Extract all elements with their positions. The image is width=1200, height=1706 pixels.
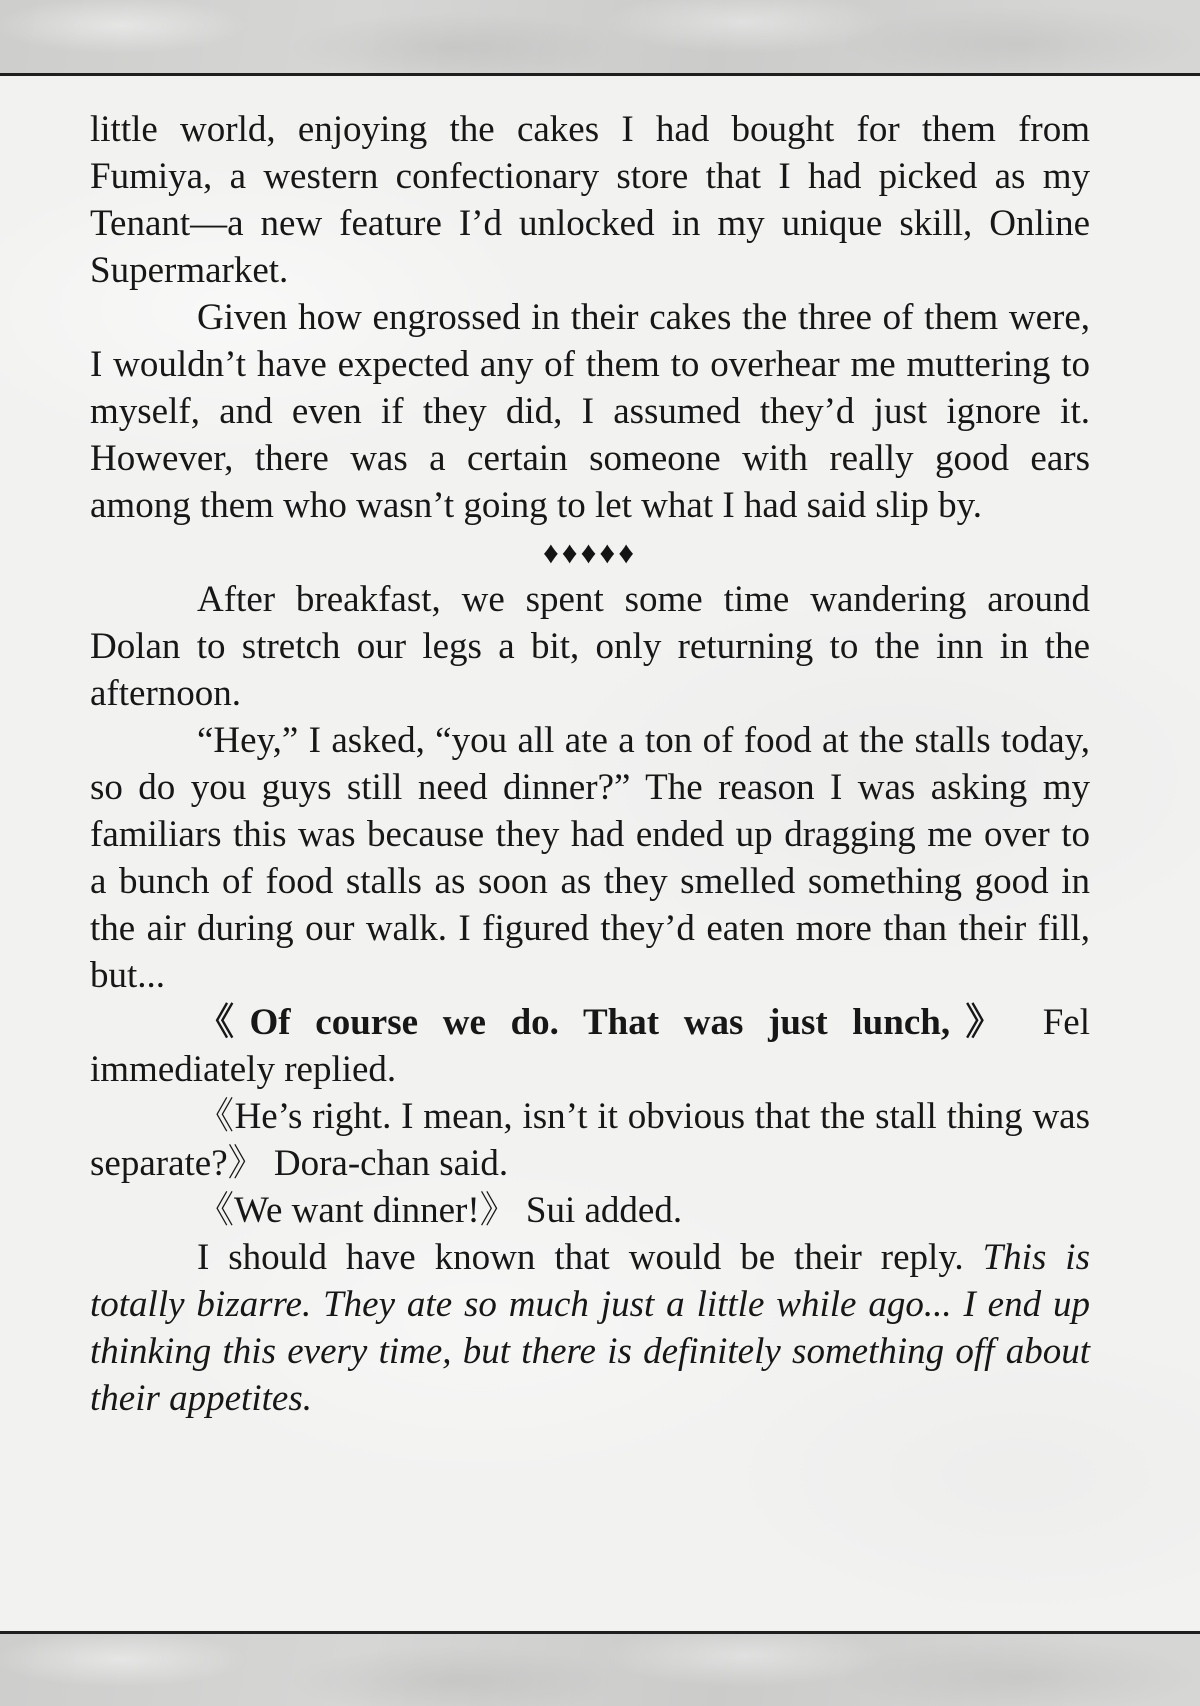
section-separator-diamonds: [90, 529, 1090, 576]
paragraph-text: After breakfast, we spent some time wandering around Dolan to stretch our legs a bit, only returning to the inn in the afternoon.: [90, 579, 1090, 714]
paragraph: [90, 294, 1090, 529]
paragraph: [90, 717, 1090, 999]
paragraph: [90, 576, 1090, 717]
diamond-ornament: ♦♦♦♦♦: [542, 535, 638, 570]
paragraph-text: little world, enjoying the cakes I had bought for them from Fumiya, a western confectionary store that I had picked as my Tenant—a new feature I’d unlocked in my unique skill, Online Supermarket.: [90, 109, 1090, 291]
page-top-margin-band: [0, 0, 1200, 73]
inner-monologue-italic: This is totally bizarre. They ate so much just a little while ago... I end up thinking this every time, but there is definitely something off about their appetites.: [90, 1237, 1090, 1419]
paragraph-text: I should have known that would be their reply.: [197, 1237, 983, 1278]
paragraph-text: 《We want dinner!》 Sui added.: [197, 1190, 683, 1231]
paragraph-text: Given how engrossed in their cakes the three of them were, I wouldn’t have expected any of them to overhear me muttering to myself, and even if they did, I assumed they’d just ignore it. However, there was a certain someone with really good ears among them who wasn’t going to let what I had said slip by.: [90, 297, 1090, 526]
paragraph-sui-dialogue: [90, 1187, 1090, 1234]
paragraph-text: 《He’s right. I mean, isn’t it obvious that the stall thing was separate?》 Dora-chan said.: [90, 1096, 1090, 1184]
paragraph-text: “Hey,” I asked, “you all ate a ton of food at the stalls today, so do you guys still need dinner?” The reason I was asking my familiars this was because they had ended up dragging me over to a bunch of food stalls as soon as they smelled something good in the air during our walk. I figured they’d eaten more than their fill, but...: [90, 720, 1090, 996]
page-bottom-margin-band: [0, 1634, 1200, 1706]
paragraph-dora-dialogue: [90, 1093, 1090, 1187]
paragraph-fel-dialogue: [90, 999, 1090, 1093]
reading-page[interactable]: [0, 76, 1200, 1631]
paragraph-closing: [90, 1234, 1090, 1422]
paragraph-continuation: [90, 106, 1090, 294]
paragraph-text: Fel immediately replied.: [90, 1002, 1090, 1090]
telepathic-speech-bold: 《Of course we do. That was just lunch,》: [197, 1002, 1018, 1043]
